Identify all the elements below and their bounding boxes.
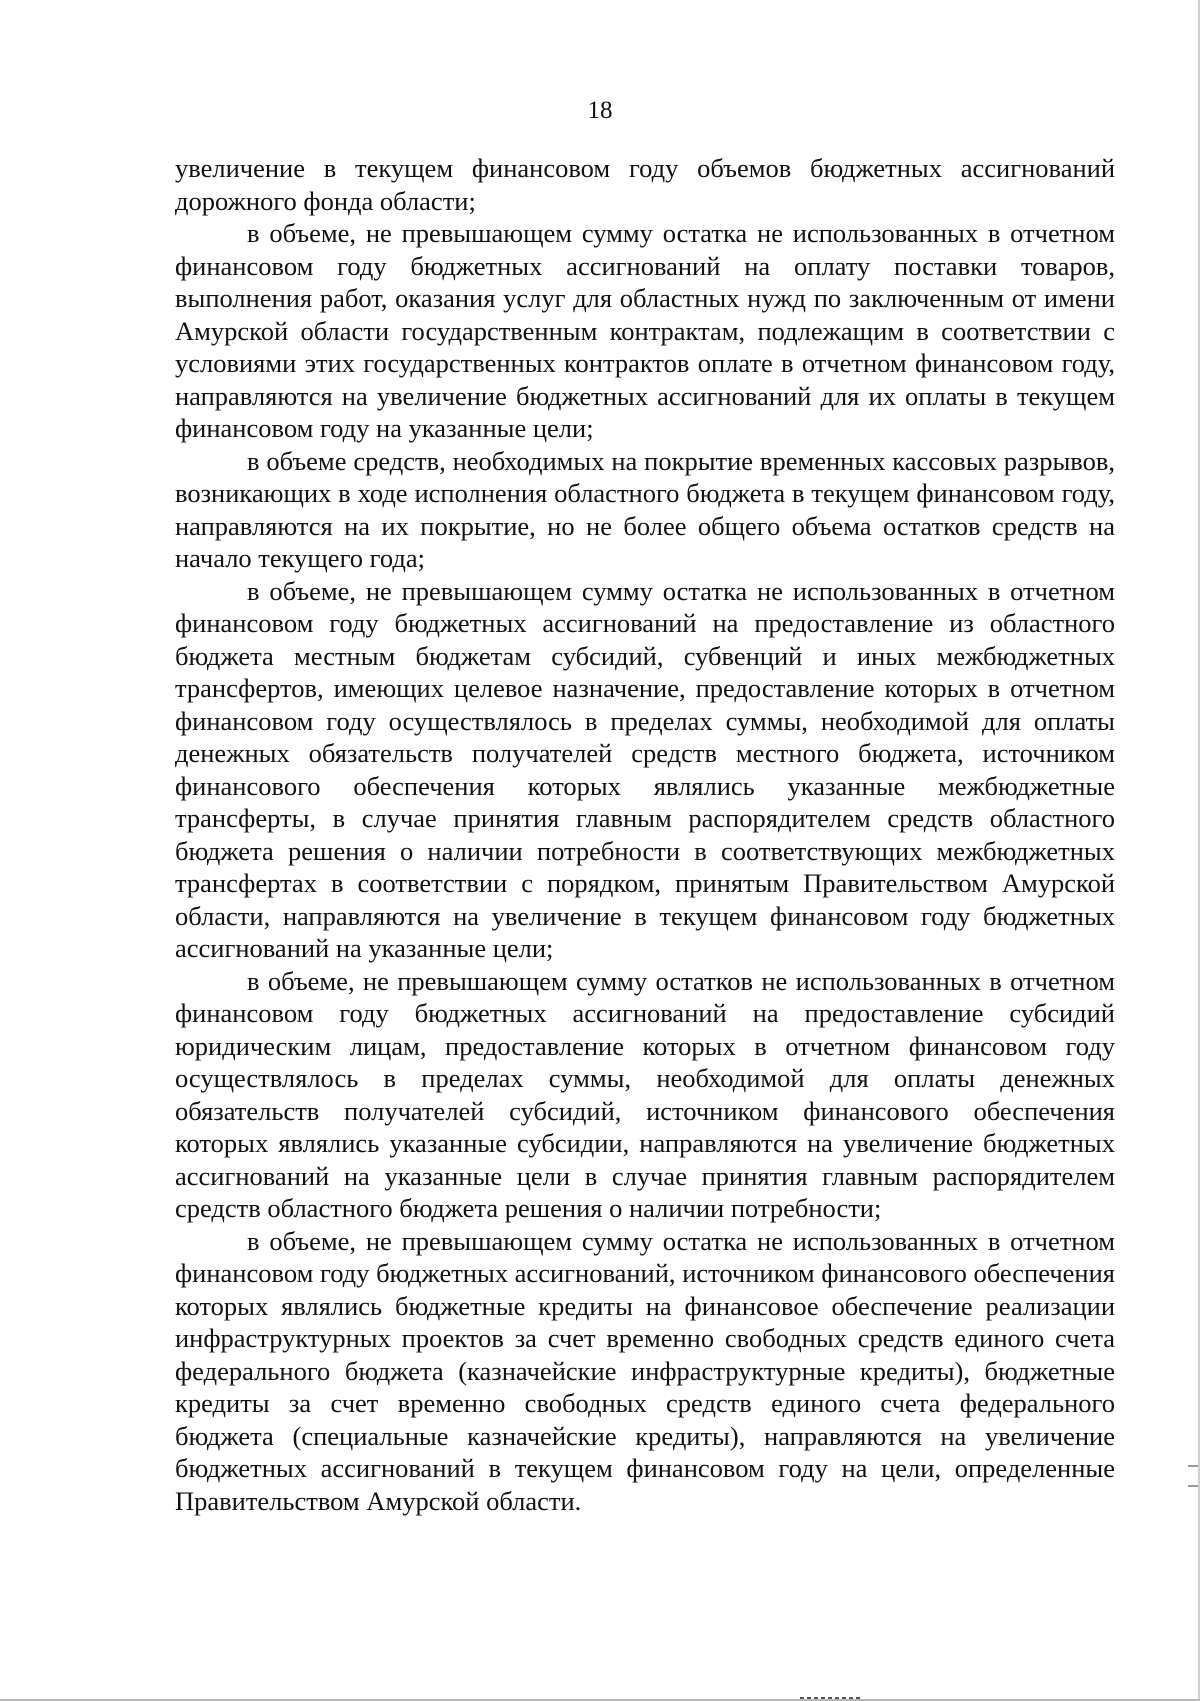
paragraph-cash-gaps: в объеме средств, необходимых на покрытие временных кассовых разрывов, возникающих в ходе исполнения областного бюджета в текущем финансовом году, направляются на их покрытие, но не более общего объема остатков средств на начало текущего года; (175, 445, 1115, 573)
page-number: 18 (587, 97, 613, 124)
paragraph-road-fund: увеличение в текущем финансовом году объемов бюджетных ассигнований дорожного фонда области; (175, 153, 1115, 216)
scan-marks-right (1188, 1455, 1198, 1525)
paragraph-state-contracts: в объеме, не превышающем сумму остатка не использованных в отчетном финансовом году бюджетных ассигнований на оплату поставки товаров, выполнения работ, оказания услуг для областных нужд по заключенным от имени Амурской области государственным контрактам, подлежащим в соответствии с условиями этих государственных контрактов оплате в отчетном финансовом году, направляются на увеличение бюджетных ассигнований для их оплаты в текущем финансовом году на указанные цели; (175, 218, 1115, 443)
paragraph-treasury-credits: в объеме, не превышающем сумму остатка не использованных в отчетном финансовом году бюджетных ассигнований, источником финансового обеспечения которых являлись бюджетные кредиты на финансовое обеспечение реализации инфраструктурных проектов за счет временно свободных средств единого счета федерального бюджета (казначейские инфраструктурные кредиты), бюджетные кредиты за счет временно свободных средств единого счета федерального бюджета (специальные казначейские кредиты), направляются на увеличение бюджетных ассигнований в текущем финансовом году на цели, определенные Правительством Амурской области. (175, 1225, 1115, 1516)
paragraph-legal-entity-subsidies: в объеме, не превышающем сумму остатков не использованных в отчетном финансовом году бюджетных ассигнований на предоставление субсидий юридическим лицам, предоставление которых в отчетном финансовом году осуществлялось в пределах суммы, необходимой для оплаты денежных обязательств получателей субсидий, источником финансового обеспечения которых являлись указанные субсидии, направляются на увеличение бюджетных ассигнований на указанные цели в случае принятия главным распорядителем средств областного бюджета решения о наличии потребности; (175, 965, 1115, 1223)
paragraph-interbudget-transfers: в объеме, не превышающем сумму остатка не использованных в отчетном финансовом году бюджетных ассигнований на предоставление из областного бюджета местным бюджетам субсидий, субвенций и иных межбюджетных трансфертов, имеющих целевое назначение, предоставление которых в отчетном финансовом году осуществлялось в пределах суммы, необходимой для оплаты денежных обязательств получателей средств местного бюджета, источником финансового обеспечения которых являлись указанные межбюджетные трансферты, в случае принятия главным распорядителем средств областного бюджета решения о наличии потребности в соответствующих межбюджетных трансфертах в соответствии с порядком, принятым Правительством Амурской области, направляются на увеличение в текущем финансовом году бюджетных ассигнований на указанные цели; (175, 575, 1115, 963)
document-body (175, 152, 1115, 1517)
scan-fragment-bottom (800, 1697, 860, 1699)
